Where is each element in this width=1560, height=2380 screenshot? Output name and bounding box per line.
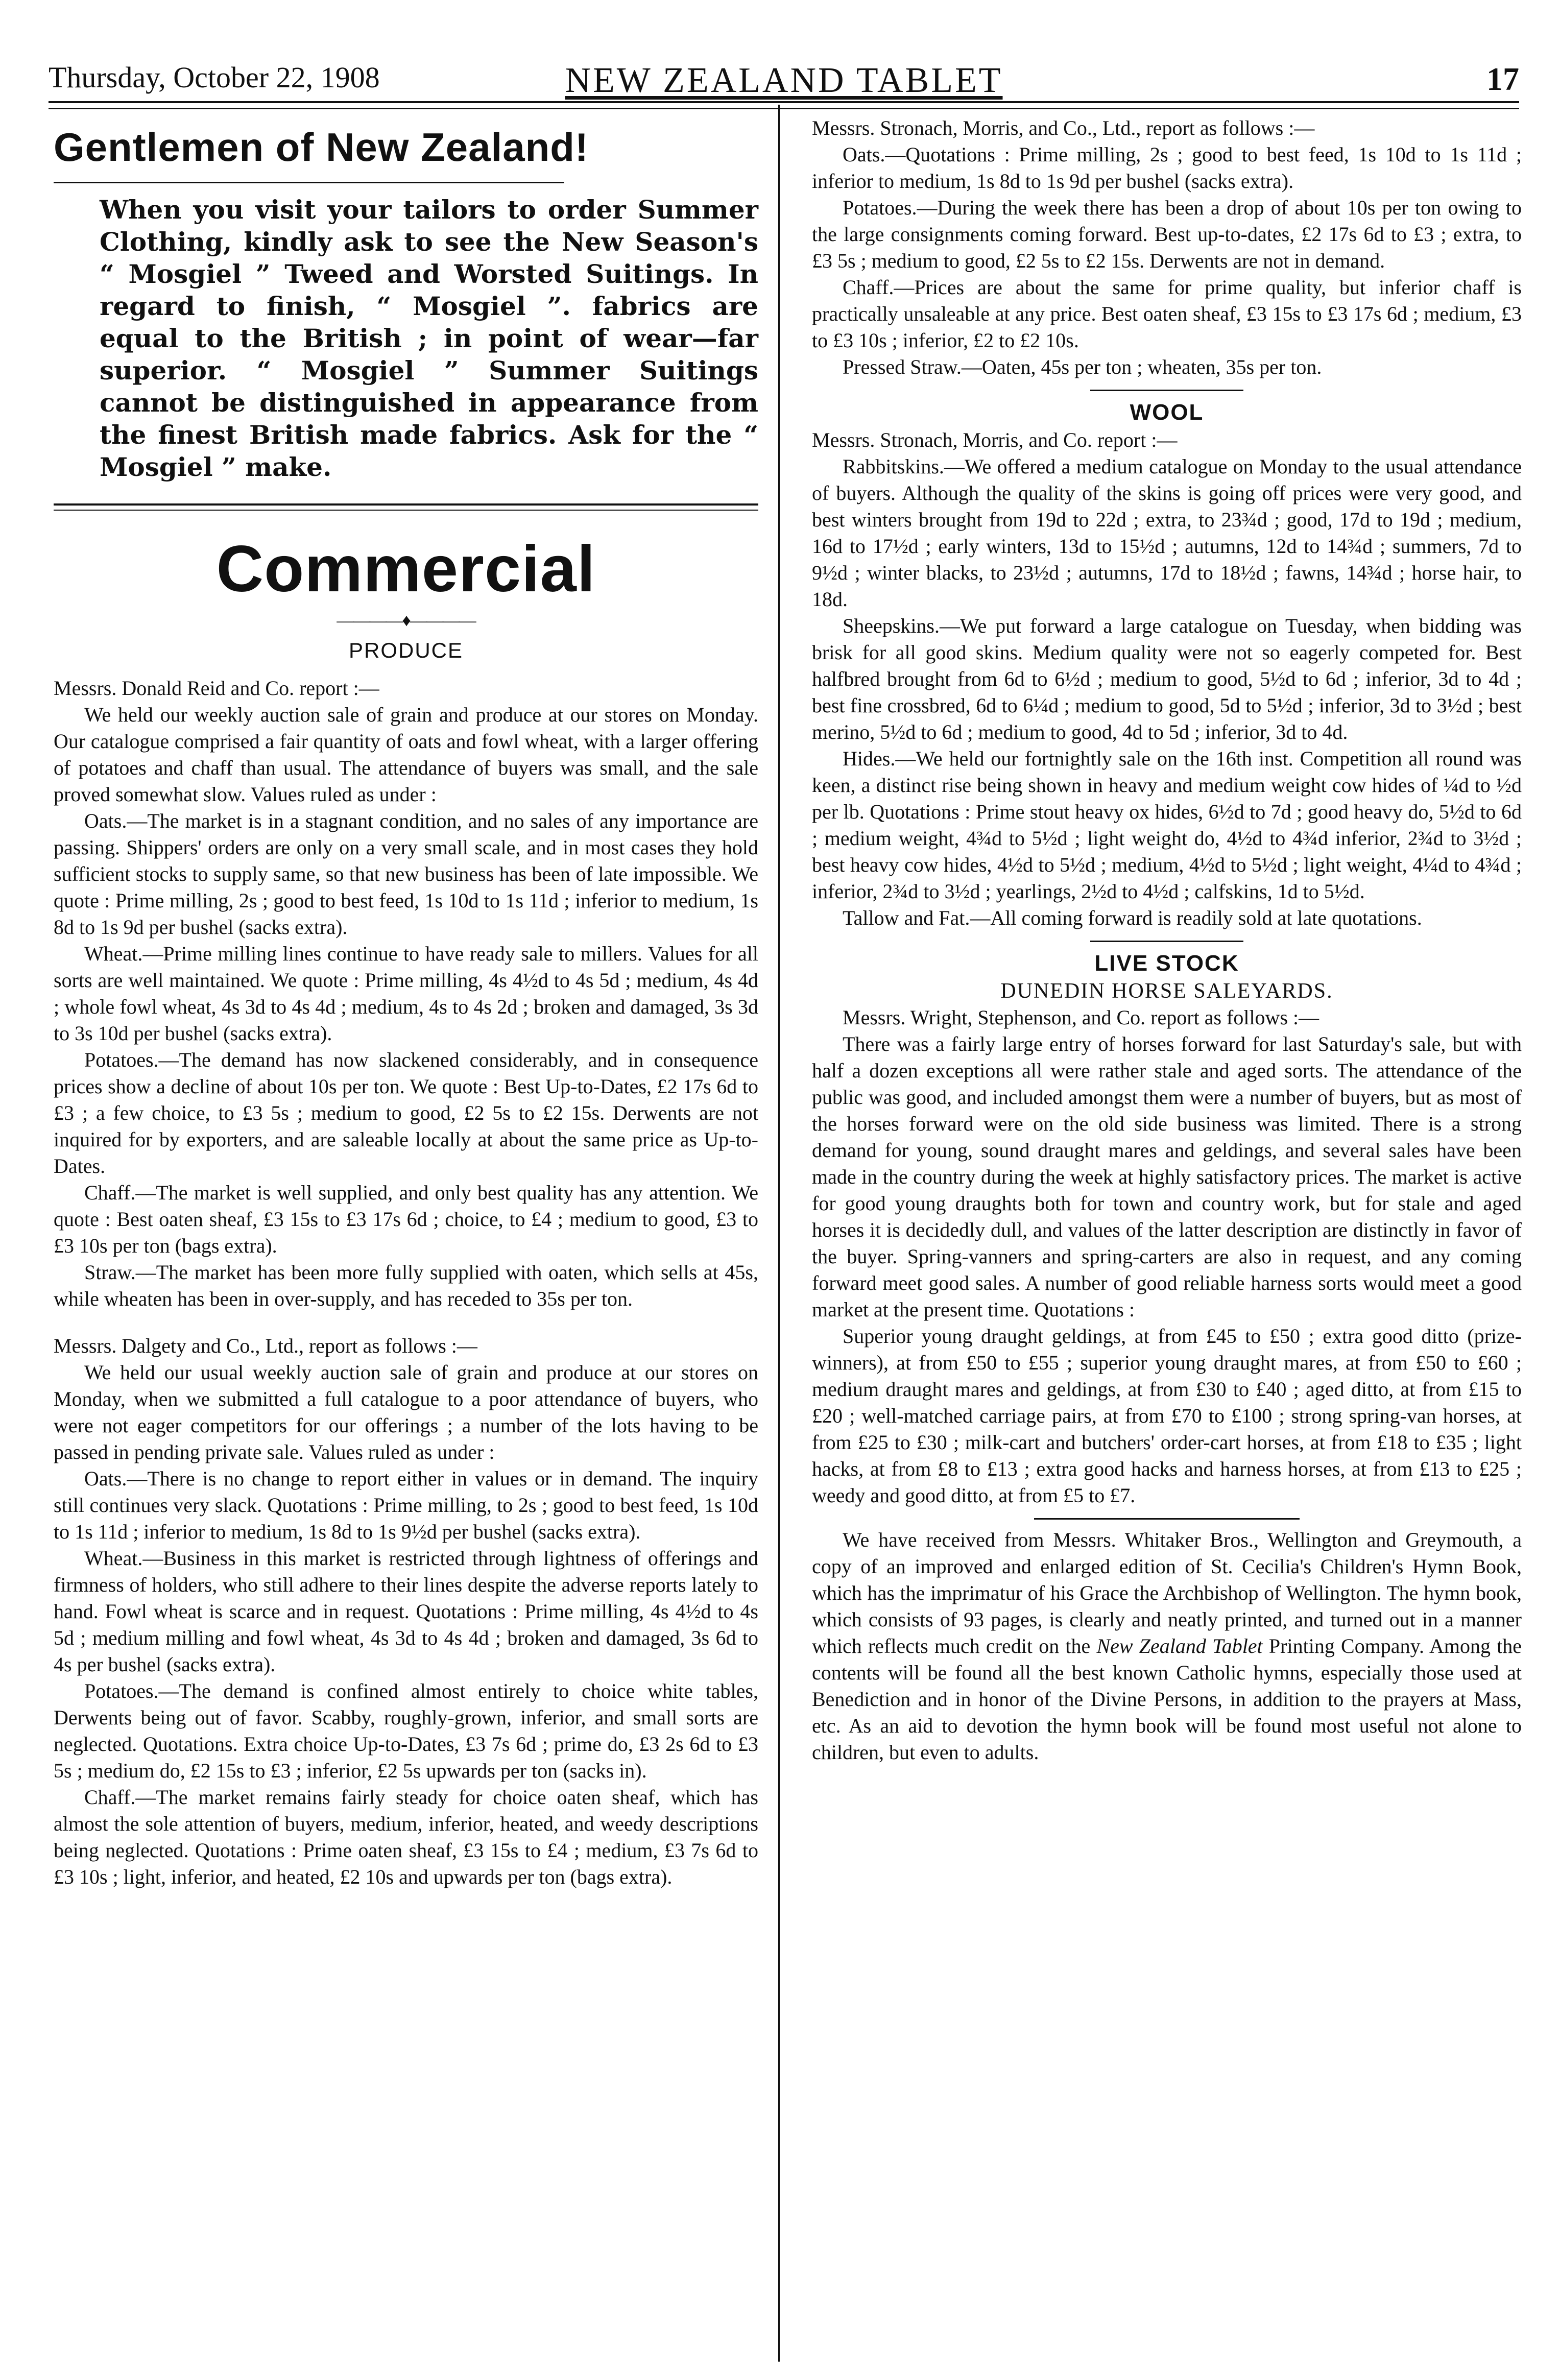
stronach-oats: Oats.—Quotations : Prime milling, 2s ; good to best feed, 1s 10d to 1s 11d ; inferior to medium, 1s 8d to 1s 9d per bushel (sacks extra). (812, 143, 1522, 193)
advert-rule-thin (54, 510, 758, 511)
wool-intro: Messrs. Stronach, Morris, and Co. report :— (812, 428, 1178, 451)
advert-title: Gentlemen of New Zealand! (54, 125, 589, 170)
section-rule (1034, 1518, 1300, 1520)
reid-chaff: Chaff.—The market is well supplied, and only best quality has any attention. We quote : Best oaten sheaf, £3 15s to £3 17s 6d ; choice, to £4 ; medium to good, £3 to £3 10s per ton (bags extra). (54, 1181, 758, 1257)
wool-rabbitskins: Rabbitskins.—We offered a medium catalogue on Monday to the usual attendance of buyers. Although the quality of the skins is going off prices were very good, and best winters brought from 19d to 22d ; extra, to 23¾d ; good, 17d to 19d ; medium, 16d to 17½d ; early winters, 13d to 15½d ; autumns, 12d to 14¾d ; summers, 7d to 9½d ; winter blacks, to 23½d ; autumns, 17d to 18½d ; fawns, 14¾d ; horse hair, to 18d. (812, 455, 1522, 611)
stronach-intro: Messrs. Stronach, Morris, and Co., Ltd., report as follows :— (812, 116, 1315, 139)
reid-straw: Straw.—The market has been more fully supplied with oaten, which sells at 45s, while wheaten has been in over-supply, and has receded to 35s per ton. (54, 1261, 758, 1310)
issue-date: Thursday, October 22, 1908 (49, 61, 380, 94)
dalgety-paragraph: We held our usual weekly auction sale of grain and produce at our stores on Monday, when we submitted a full catalogue to a poor attendance of buyers, who were not eager competitors for our offerings ; a number of the lots having to be passed in pending private sale. Values ruled as under : (54, 1361, 758, 1463)
produce-heading: PRODUCE (348, 638, 464, 662)
stronach-potatoes: Potatoes.—During the week there has been a drop of about 10s per ton owing to the large consignments coming forward. Best up-to-dates, £2 17s 6d to £3 ; extra, to £3 5s ; medium to good, £2 5s to £2 15s. Derwents are not in demand. (812, 196, 1522, 272)
wool-sheepskins: Sheepskins.—We put forward a large catalogue on Tuesday, when bidding was brisk for all good skins. Medium quality were not so eagerly competed for. Best halfbred brought from 6d to 6½d ; medium to good, 5½d to 6d ; inferior, 3d to 4d ; best fine crossbred, 6d to 6¼d ; medium to good, 5d to 5½d ; inferior, 3d to 3½d ; best merino, 5½d to 6d ; medium to good, 4d to 5d ; inferior, 3d to 4d. (812, 614, 1522, 743)
livestock-quotations: Superior young draught geldings, at from £45 to £50 ; extra good ditto (prize-winners), at from £50 to £55 ; superior young draught mares, at from £50 to £60 ; medium draught mares and geldings, at from £30 to £40 ; aged ditto, at from £15 to £20 ; well-matched carriage pairs, at from £70 to £100 ; strong spring-van horses, at from £25 to £30 ; milk-cart and butchers' order-cart horses, at from £18 to £35 ; light hacks, at from £8 to £13 ; extra good hacks and harness horses, at from £13 to £25 ; weedy and good ditto, at from £5 to £7. (812, 1325, 1522, 1507)
wool-heading: WOOL (1130, 400, 1204, 425)
header-rule-thin (49, 108, 1519, 109)
reid-paragraph: We held our weekly auction sale of grain and produce at our stores on Monday. Our catalogue comprised a fair quantity of oats and fowl wheat, with a larger offering of potatoes and chaff than usual. The attendance of buyers was small, and the sale proved somewhat slow. Values ruled as under : (54, 703, 758, 806)
reid-oats: Oats.—The market is in a stagnant condition, and no sales of any importance are passing. Shippers' orders are only on a very small scale, and in most cases they hold sufficient stocks to supply same, so that new business has been of late impossible. We quote : Prime milling, 2s ; good to best feed, 1s 10d to 1s 11d ; inferior to medium, 1s 8d to 1s 9d per bushel (sacks extra). (54, 809, 758, 939)
hymn-notice (812, 1527, 1522, 1766)
dalgety-intro: Messrs. Dalgety and Co., Ltd., report as follows :— (54, 1334, 477, 1357)
publication-name: New Zealand Tablet (1096, 1634, 1263, 1657)
hymn-notice-text: We have received from Messrs. Whitaker Bros., Wellington and Greymouth, a copy of an improved and enlarged edition of St. Cecilia's Children's Hymn Book, which has the imprimatur of his Grace the Archbishop of Wellington. The hymn book, which consists of 93 pages, is clearly and neatly printed, and turned out in a manner which reflects much credit on the (812, 1528, 1522, 1657)
stronach-straw: Pressed Straw.—Oaten, 45s per ton ; wheaten, 35s per ton. (843, 355, 1322, 378)
hymn-notice-text-cont: Printing Company. Among the contents will be found all the best known Catholic hymns, especially those used at Benediction and in honor of the Divine Persons, in addition to the prayers at Mass, etc. As an aid to devotion the hymn book will be found most useful not alone to children, but even to adults. (812, 1634, 1522, 1764)
advert-body: When you visit your tailors to order Summer Clothing, kindly ask to see the New Season's “ Mosgiel ” Tweed and Worsted Suitings. In regard to finish, “ Mosgiel ”. fabrics are equal to the British ; in point of wear—far superior. “ Mosgiel ” Summer Suitings cannot be distinguished in appearance from the finest British made fabrics. Ask for the “ Mosgiel ” make. (100, 195, 758, 482)
advert-rule (54, 503, 758, 506)
dalgety-potatoes: Potatoes.—The demand is confined almost entirely to choice white tables, Derwents being out of favor. Scabby, roughly-grown, inferior, and small sorts are neglected. Quotations. Extra choice Up-to-Dates, £3 7s 6d ; prime do, £3 2s 6d to £3 5s ; medium do, £2 15s to £3 ; inferior, £2 5s upwards per ton (sacks in). (54, 1679, 758, 1782)
wool-tallow: Tallow and Fat.—All coming forward is readily sold at late quotations. (843, 906, 1422, 929)
dalgety-chaff: Chaff.—The market remains fairly steady for choice oaten sheaf, which has almost the sole attention of buyers, medium, inferior, heated, and weedy descriptions being neglected. Quotations : Prime oaten sheaf, £3 15s to £4 ; medium, £3 7s 6d to £3 10s ; light, inferior, and heated, £2 10s and upwards per ton (bags extra). (54, 1786, 758, 1888)
left-column (54, 123, 758, 1890)
ornament-divider: ————♦———— (337, 611, 475, 630)
livestock-intro: Messrs. Wright, Stephenson, and Co. report as follows :— (843, 1006, 1319, 1029)
reid-potatoes: Potatoes.—The demand has now slackened considerably, and in consequence prices show a decline of about 10s per ton. We quote : Best Up-to-Dates, £2 17s 6d to £3 ; a few choice, to £3 5s ; medium to good, £2 5s to £2 15s. Derwents are not inquired for by exporters, and are saleable locally at about the same price as Up-to-Dates. (54, 1048, 758, 1177)
livestock-heading: LIVE STOCK (1094, 951, 1239, 976)
wool-hides: Hides.—We held our fortnightly sale on the 16th inst. Competition all round was keen, a distinct rise being shown in heavy and medium weight cow hides of ¼d to ½d per lb. Quotations : Prime stout heavy ox hides, 6½d to 7d ; good heavy do, 5½d to 6d ; medium weight, 4¾d to 5½d ; light weight do, 4½d to 4¾d inferior, 2¾d to 3½d ; best heavy cow hides, 4½d to 5½d ; medium, 4½d to 5½d ; light weight, 4¼d to 4¾d ; inferior, 2¾d to 3½d ; yearlings, 2½d to 4½d ; calfskins, 1d to 5½d. (812, 747, 1522, 903)
right-column (812, 115, 1522, 1766)
reid-wheat: Wheat.—Prime milling lines continue to have ready sale to millers. Values for all sorts are well maintained. We quote : Prime milling, 4s 4½d to 4s 5d ; medium, 4s 4d ; whole fowl wheat, 4s 3d to 4s 4d ; medium, 4s to 4s 2d ; broken and damaged, 3s 3d to 3s 10d per bushel (sacks extra). (54, 942, 758, 1045)
section-title: Commercial (216, 533, 596, 606)
section-rule (1090, 941, 1243, 942)
advert-title-rule (54, 182, 564, 183)
stronach-chaff: Chaff.—Prices are about the same for prime quality, but inferior chaff is practically unsaleable at any price. Best oaten sheaf, £3 15s to £3 17s 6d ; medium, £3 to £3 10s ; inferior, £2 to £2 10s. (812, 276, 1522, 352)
reid-intro: Messrs. Donald Reid and Co. report :— (54, 677, 379, 700)
advert (54, 123, 758, 511)
dalgety-wheat: Wheat.—Business in this market is restricted through lightness of offerings and firmness of holders, who still adhere to their lines despite the adverse reports lately to hand. Fowl wheat is scarce and in request. Quotations : Prime milling, 4s 4½d to 4s 5d ; medium milling and fowl wheat, 4s 3d to 4s 4d ; broken and damaged, 3s 6d to 4s per bushel (sacks extra). (54, 1547, 758, 1676)
dalgety-oats: Oats.—There is no change to report either in values or in demand. The inquiry still continues very slack. Quotations : Prime milling, to 2s ; good to best feed, 1s 10d to 1s 11d ; inferior to medium, 1s 8d to 1s 9½d per bushel (sacks extra). (54, 1467, 758, 1543)
section-rule (1090, 390, 1243, 391)
column-divider (778, 105, 780, 2362)
header-rule (49, 101, 1519, 103)
page-number: 17 (1486, 61, 1519, 97)
livestock-subheading: DUNEDIN HORSE SALEYARDS. (1000, 979, 1333, 1003)
masthead: NEW ZEALAND TABLET (565, 61, 1003, 100)
livestock-paragraph: There was a fairly large entry of horses forward for last Saturday's sale, but with half a dozen exceptions all were rather stale and aged sorts. The attendance of the public was good, and included amongst them were a number of buyers, but as most of the horses forward were on the old side business was limited. There is a strong demand for young, sound draught mares and geldings, and several sales have been made in the country during the week at highly satisfactory prices. The market is active for good young draughts both for town and country work, but for stale and aged horses it is decidedly dull, and values of the latter description are distinctly in favor of the buyer. Spring-vanners and spring-carters are also in request, and any coming forward meet good sales. A number of good reliable harness sorts would meet a good market at the present time. Quotations : (812, 1032, 1522, 1321)
page-header (49, 60, 1519, 106)
